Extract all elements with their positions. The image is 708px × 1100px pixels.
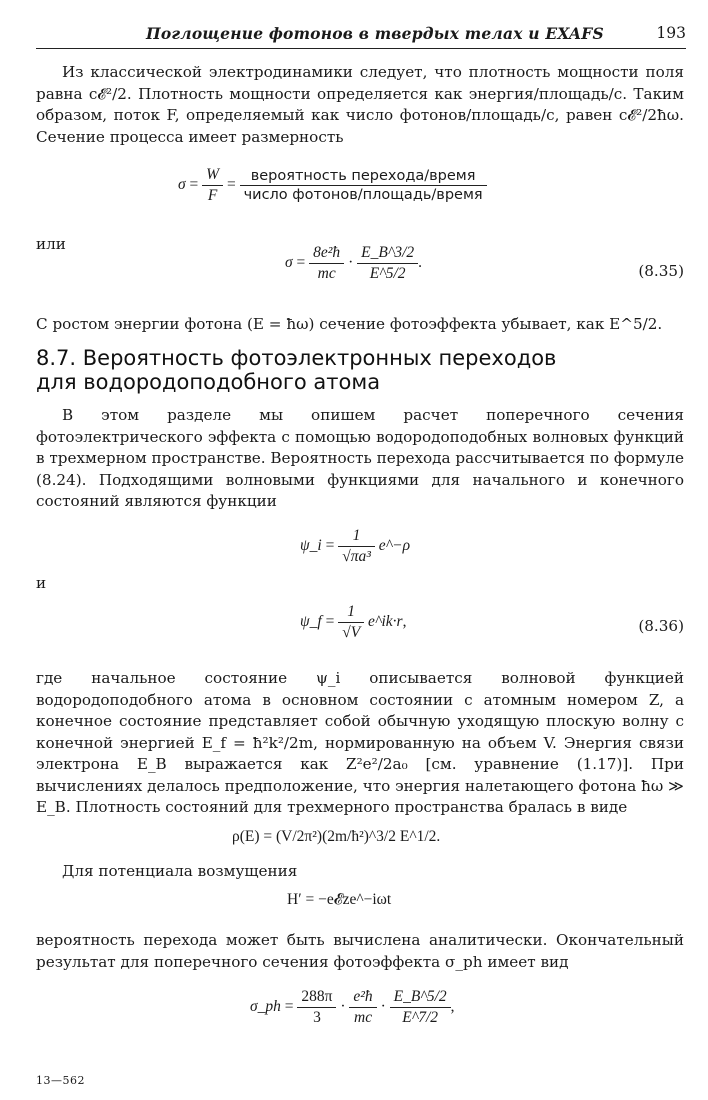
eq-frac-den: √V <box>342 624 361 641</box>
or-word: или <box>36 235 66 253</box>
page-header <box>36 22 686 49</box>
equation-psi-i: ψ_i = $\frac{1}{\text{√πa³}}$ e^−ρ <box>300 527 411 565</box>
eq-frac-den: E^7/2 <box>402 1009 439 1026</box>
eq-frac-num: 1 <box>338 527 375 547</box>
page-number: 193 <box>656 24 686 42</box>
eq-frac-num: E_B^3/2 <box>357 244 418 264</box>
paragraph-final-result: вероятность перехода может быть вычислена аналитически. Окончательный результат для поперечного сечения фотоэффекта σ_ph имеет вид <box>36 931 684 971</box>
equation-cross-section-definition: σ = $\frac{W}{F}$ = $\frac{\text{вероятность перехода/время}}{\text{число фотонов/площадь/время}}$ <box>178 166 487 205</box>
equation-8-35: σ = $\frac{\text{8e²ħ}}{mc}$ · $\frac{E\_B\^{}3/2}{E\^{}5/2}$ . <box>285 244 423 282</box>
eq-frac-den: E^5/2 <box>369 265 406 282</box>
equation-number-8-35: (8.35) <box>638 262 684 280</box>
eq-rhs: e^−ρ <box>378 537 411 555</box>
running-title: Поглощение фотонов в твердых телах и EXAFS <box>146 24 604 43</box>
equation-photoeffect-cross-section: σ_ph = $\frac{288\pi}{3}$ · $\frac{\text{e²ħ}}{mc}$ · $\frac{E\_B\^{}5/2}{E\^{}7/2}$ , <box>250 988 455 1026</box>
eq-frac-num: 1 <box>338 603 364 623</box>
paragraph-perturbation: Для потенциала возмущения <box>62 862 298 880</box>
paragraph-initial-final-states: где начальное состояние ψ_i описывается волновой функцией водородоподобного атома в основном состоянии с атомным номером Z, а конечное состояние представляет собой обычную уходящую плоскую волну с конечной энергией E_f = ħ²k²/2m, нормированную на объем V. Энергия связи электрона E_B выражается как Z²e²/2a₀ [см. уравнение (1.17)]. При вычислениях делалось предположение, что энергия налетающего фотона ħω ≫ E_B. Плотность состояний для трехмерного пространства бралась в виде <box>36 669 684 816</box>
eq-frac-den: число фотонов/площадь/время <box>243 187 483 203</box>
eq-lhs: σ <box>285 254 293 272</box>
paragraph-photon-energy: С ростом энергии фотона (E = ħω) сечение фотоэффекта убывает, как E^5/2. <box>36 315 663 333</box>
printer-signature: 13—562 <box>36 1074 85 1087</box>
eq-frac-den: 3 <box>313 1009 321 1026</box>
eq-frac-num: 288π <box>297 988 336 1008</box>
equation-perturbation-potential: H′ = −e𝓔ze^−iωt <box>287 891 392 908</box>
eq-frac-num: E_B^5/2 <box>390 988 451 1008</box>
eq-frac-num: вероятность перехода/время <box>240 168 487 186</box>
equation-density-of-states: ρ(E) = (V/2π²)(2m/ħ²)^3/2 E^1/2. <box>232 828 441 845</box>
paragraph-field-power: Из классической электродинамики следует, что плотность мощности поля равна c𝓔²/2. Плотность мощности определяется как энергия/площадь/с. Таким образом, поток F, определяемый как число фотонов/площадь/с, равен c𝓔²/2ħω. Сечение процесса имеет размерность <box>36 63 684 146</box>
paragraph-hydrogen-like: В этом разделе мы опишем расчет поперечного сечения фотоэлектрического эффекта с помощью водородоподобных волновых функций в трехмерном пространстве. Вероятность перехода рассчитывается по формуле (8.24). Подходящими волновыми функциями для начального и конечного состояний являются функции <box>36 406 684 510</box>
and-word: и <box>36 574 47 592</box>
eq-frac-den: √πa³ <box>342 548 371 565</box>
equation-number-8-36: (8.36) <box>638 617 684 635</box>
eq-frac-den: mc <box>354 1009 373 1026</box>
eq-frac-num: e²ħ <box>349 988 376 1008</box>
eq-frac-den: F <box>207 187 218 204</box>
section-heading-8-7 <box>36 346 556 394</box>
eq-lhs: σ_ph <box>250 998 281 1016</box>
eq-lhs: ψ_f <box>300 613 322 631</box>
equation-8-36: ψ_f = $\frac{1}{√V}$ e^ik·r, <box>300 603 407 641</box>
eq-frac-num: 8e²ħ <box>309 244 344 264</box>
eq-rhs: e^ik·r <box>368 613 403 631</box>
eq-frac-num: W <box>202 166 223 186</box>
section-heading-line2: для водородоподобного атома <box>36 370 381 394</box>
section-heading-line1: 8.7. Вероятность фотоэлектронных переходов <box>36 346 557 370</box>
eq-lhs: ψ_i <box>300 537 322 555</box>
eq-lhs: σ <box>178 176 186 194</box>
eq-frac-den: mc <box>317 265 336 282</box>
